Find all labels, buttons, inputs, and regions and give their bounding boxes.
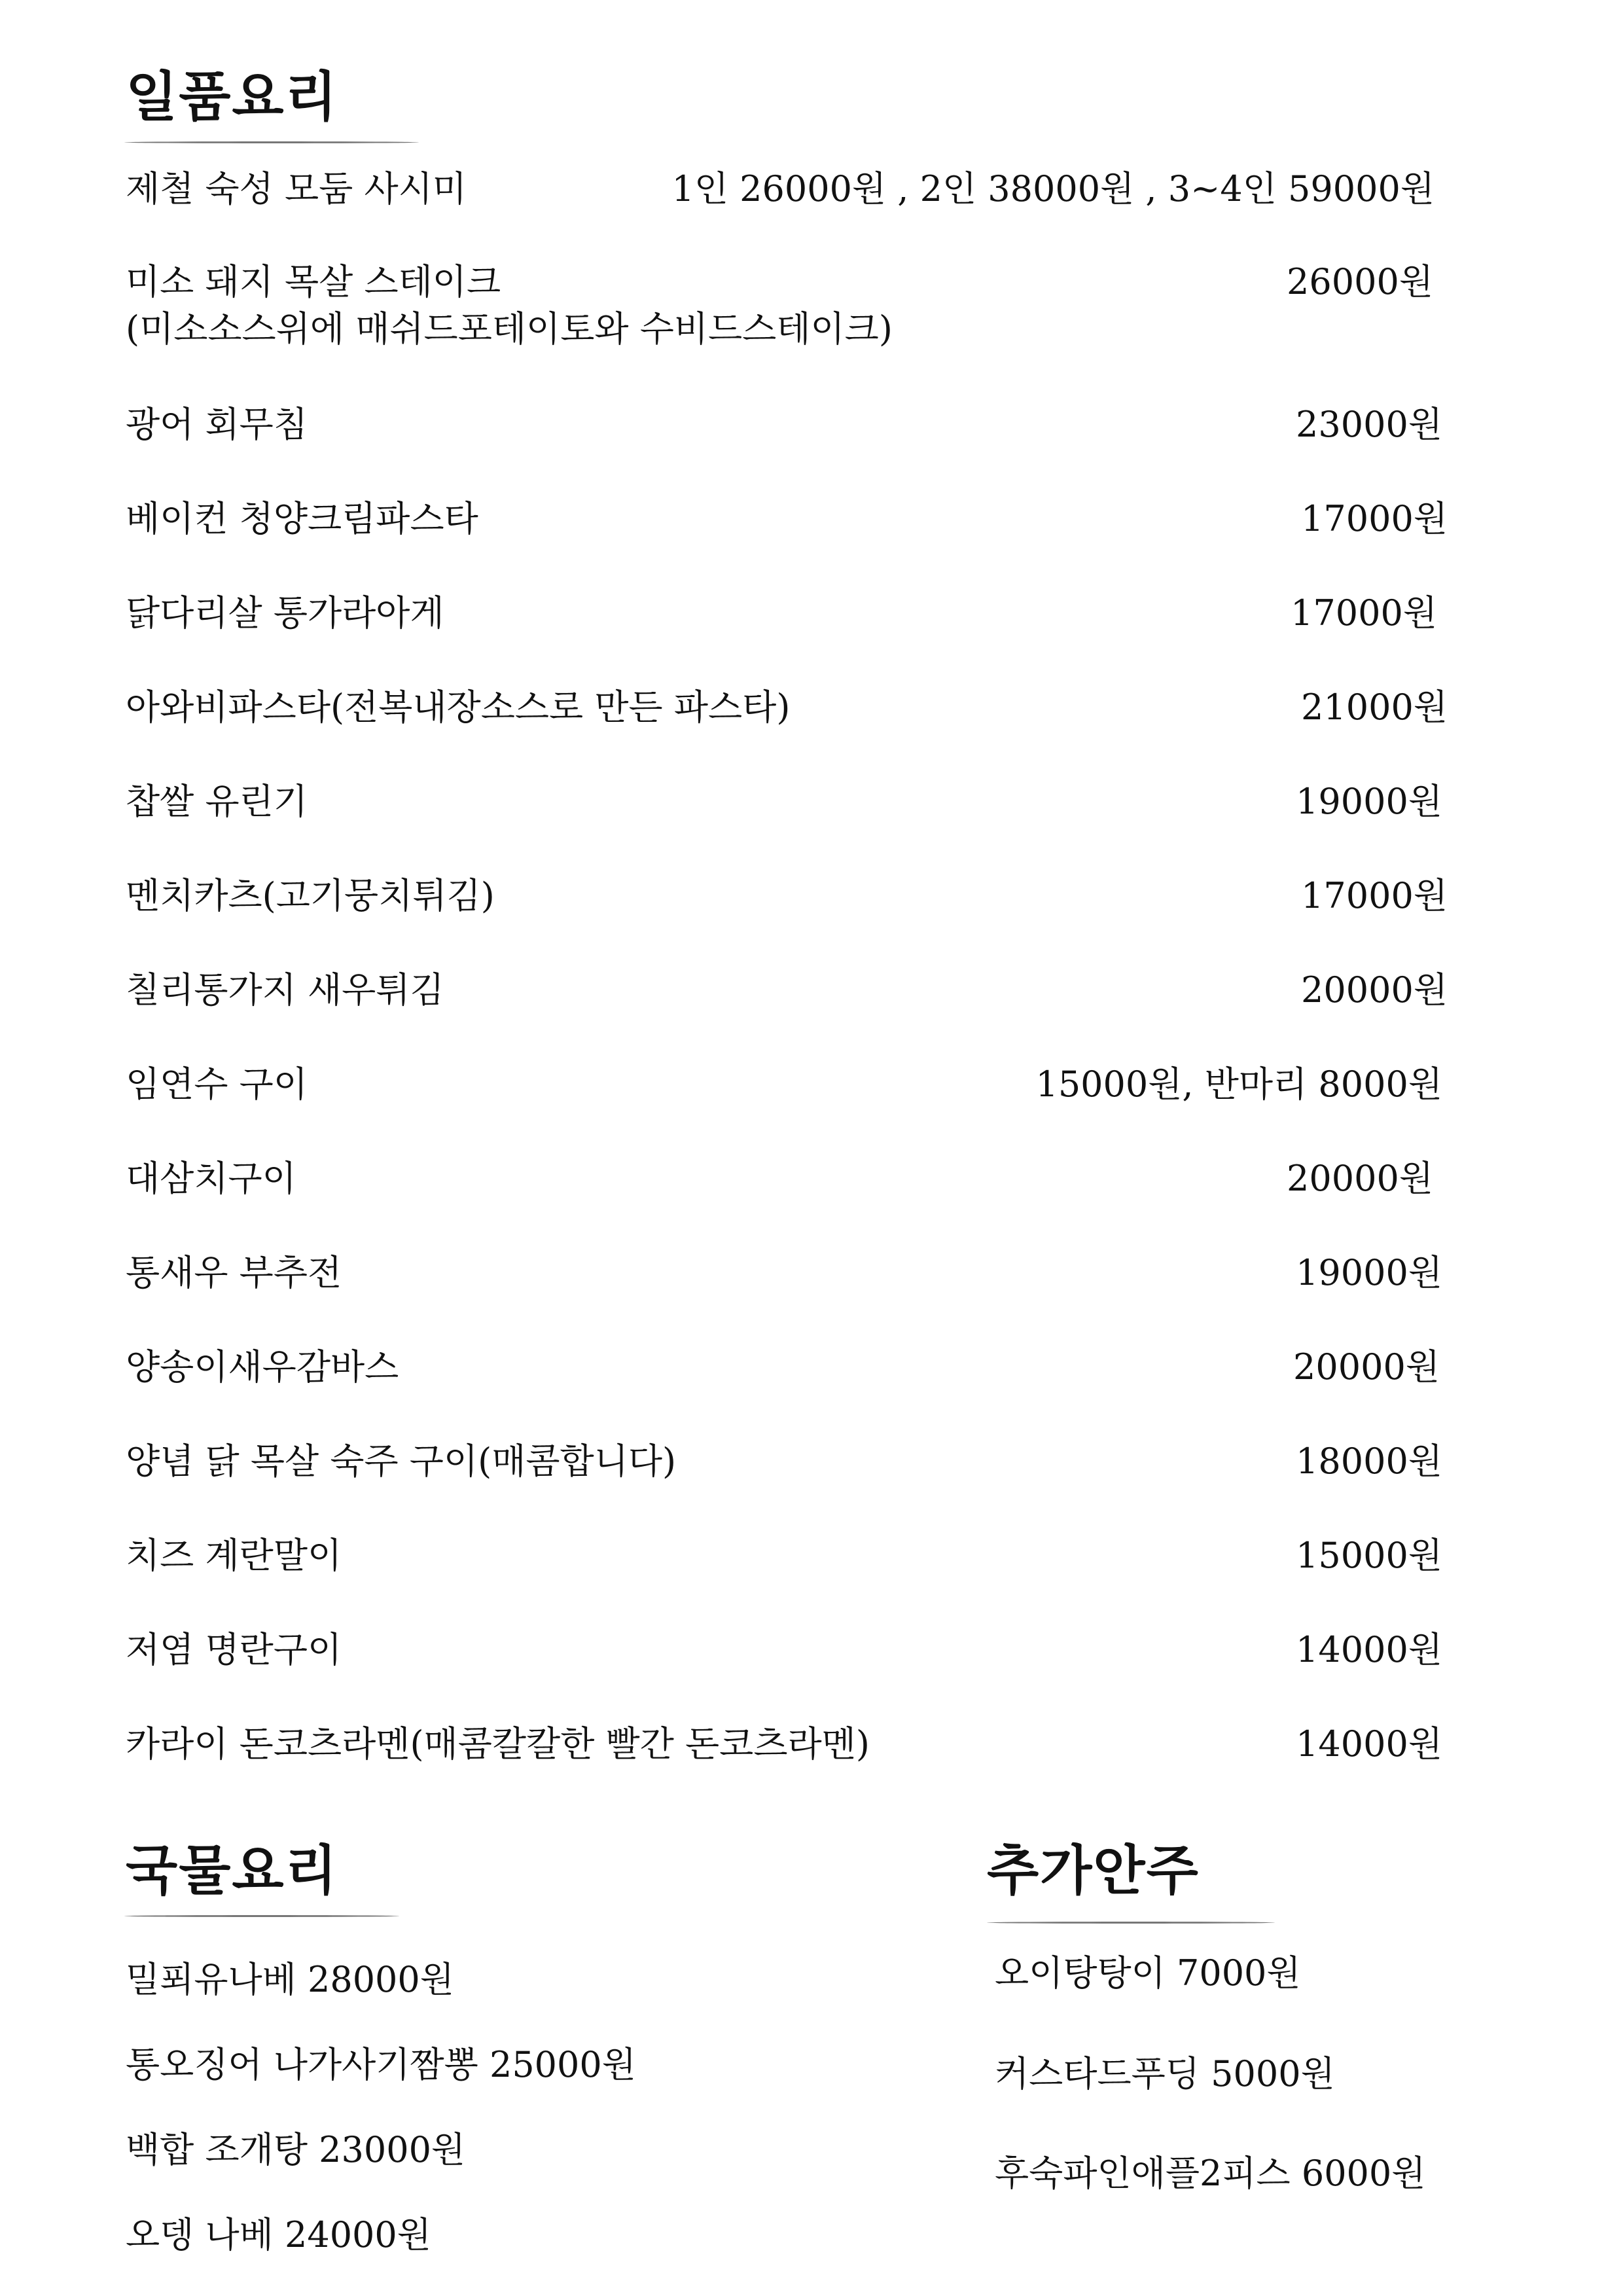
menu-item-name: 광어 회무침 <box>126 404 308 445</box>
menu-item-price: 15000원 <box>1296 1535 1442 1576</box>
menu-item-price: 17000원 <box>1291 592 1437 634</box>
menu-item-name: 임연수 구이 <box>126 1064 308 1105</box>
menu-item-name: 베이컨 청양크림파스타 <box>126 498 478 539</box>
menu-item-name: 제철 숙성 모둠 사시미 <box>126 168 467 209</box>
menu-item-price: 14000원 <box>1296 1629 1442 1670</box>
menu-item-name: 찹쌀 유린기 <box>126 781 308 822</box>
menu-item-price: 14000원 <box>1296 1723 1442 1765</box>
menu-item-name: 아와비파스타(전복내장소스로 만든 파스타) <box>126 687 791 728</box>
section-title-extra: 추가안주 <box>987 1840 1200 1902</box>
menu-item-name: 칠리통가지 새우튀김 <box>126 969 444 1011</box>
extra-item: 후숙파인애플2피스 6000원 <box>995 2153 1426 2194</box>
menu-item-price: 15000원, 반마리 8000원 <box>1035 1064 1442 1105</box>
menu-item-price: 19000원 <box>1296 781 1442 822</box>
menu-item-price: 17000원 <box>1301 875 1448 916</box>
extra-item: 커스타드푸딩 5000원 <box>995 2053 1335 2094</box>
menu-item-price: 17000원 <box>1301 498 1448 539</box>
menu-item-name: 미소 돼지 목살 스테이크 <box>126 261 501 302</box>
menu-item-price: 20000원 <box>1301 969 1448 1011</box>
menu-item-name: 대삼치구이 <box>126 1158 296 1199</box>
menu-item-name: 통새우 부추전 <box>126 1252 342 1293</box>
menu-item-name: 양념 닭 목살 숙주 구이(매콤합니다) <box>126 1441 677 1482</box>
menu-item-name: 닭다리살 통가라아게 <box>126 592 444 634</box>
menu-item-name: 치즈 계란말이 <box>126 1535 342 1576</box>
section-underline <box>124 1915 399 1917</box>
menu-item-price: 20000원 <box>1293 1346 1440 1388</box>
section-title-soup: 국물요리 <box>126 1840 338 1902</box>
menu-item-price: 26000원 <box>1287 261 1433 302</box>
menu-item-name: 저염 명란구이 <box>126 1629 342 1670</box>
menu-item-name: 카라이 돈코츠라멘(매콤칼칼한 빨간 돈코츠라멘) <box>126 1723 870 1765</box>
menu-item-price: 19000원 <box>1296 1252 1442 1293</box>
menu-item-name: 양송이새우감바스 <box>126 1346 399 1388</box>
extra-item: 오이탕탕이 7000원 <box>995 1952 1301 1994</box>
menu-item-name: 멘치카츠(고기뭉치튀김) <box>126 875 495 916</box>
soup-item: 백합 조개탕 23000원 <box>126 2129 466 2170</box>
soup-item: 오뎅 나베 24000원 <box>126 2214 431 2255</box>
soup-item: 밀푀유나베 28000원 <box>126 1959 454 2000</box>
menu-item-price: 23000원 <box>1296 404 1442 445</box>
soup-item: 통오징어 나가사기짬뽕 25000원 <box>126 2044 636 2085</box>
menu-item-description: (미소소스위에 매쉬드포테이토와 수비드스테이크) <box>126 308 893 350</box>
section-underline <box>987 1922 1275 1924</box>
menu-item-price: 20000원 <box>1287 1158 1433 1199</box>
section-underline <box>124 141 419 143</box>
menu-item-price: 1인 26000원 , 2인 38000원 , 3~4인 59000원 <box>671 168 1435 209</box>
section-title-ilpum: 일품요리 <box>126 66 338 128</box>
menu-item-price: 21000원 <box>1301 687 1448 728</box>
menu-item-price: 18000원 <box>1296 1441 1442 1482</box>
